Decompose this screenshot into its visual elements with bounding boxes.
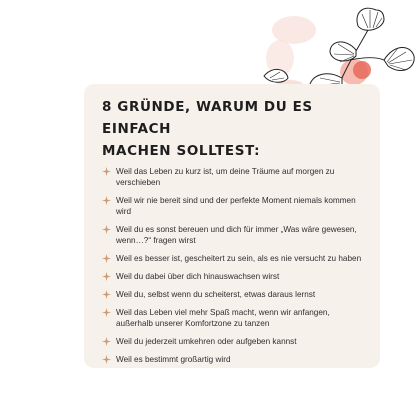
list-item-text: Weil du, selbst wenn du scheiterst, etwas daraus lernst	[116, 290, 316, 299]
reasons-card	[84, 84, 380, 368]
list-item-text: Weil es besser ist, gescheitert zu sein, als es nie versucht zu haben	[116, 254, 362, 263]
title-line: MACHEN SOLLTEST:	[102, 143, 261, 159]
list-item	[102, 253, 366, 264]
list-item	[102, 336, 366, 347]
star-sparkle-icon	[102, 272, 111, 281]
list-item	[102, 289, 366, 300]
list-item-text: Weil es bestimmt großartig wird	[116, 355, 231, 364]
list-item-text: Weil wir nie bereit sind und der perfekte Moment niemals kommen wird	[116, 196, 356, 216]
star-sparkle-icon	[102, 196, 111, 205]
star-sparkle-icon	[102, 290, 111, 299]
list-item-text: Weil das Leben viel mehr Spaß macht, wenn wir anfangen, außerhalb unserer Komfortzone zu tanzen	[116, 308, 330, 328]
list-item	[102, 354, 366, 365]
list-item-text: Weil das Leben zu kurz ist, um deine Träume auf morgen zu verschieben	[116, 167, 335, 187]
reasons-list	[102, 166, 366, 365]
list-item	[102, 307, 366, 329]
list-item	[102, 224, 366, 246]
star-sparkle-icon	[102, 337, 111, 346]
title-line: 8 GRÜNDE, WARUM DU ES EINFACH	[102, 99, 313, 137]
list-item-text: Weil du jederzeit umkehren oder aufgeben kannst	[116, 337, 297, 346]
star-sparkle-icon	[102, 308, 111, 317]
list-item	[102, 166, 366, 188]
list-item-text: Weil du dabei über dich hinauswachsen wirst	[116, 272, 280, 281]
list-item-text: Weil du es sonst bereuen und dich für immer „Was wäre gewesen, wenn…?“ fragen wirst	[116, 225, 357, 245]
star-sparkle-icon	[102, 355, 111, 364]
star-sparkle-icon	[102, 254, 111, 263]
star-sparkle-icon	[102, 167, 111, 176]
card-title	[102, 96, 366, 162]
star-sparkle-icon	[102, 225, 111, 234]
list-item	[102, 271, 366, 282]
list-item	[102, 195, 366, 217]
